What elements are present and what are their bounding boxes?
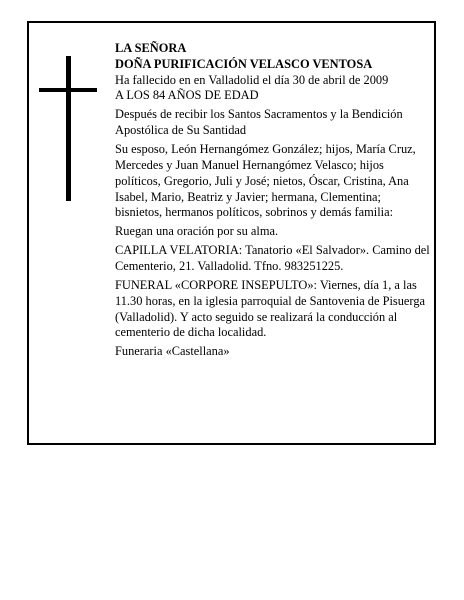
deceased-name: DOÑA PURIFICACIÓN VELASCO VENTOSA [115, 56, 373, 71]
family-list: Su esposo, León Hernangómez González; hijos, María Cruz, Mercedes y Juan Manuel Hernangómez Velasco; hijos políticos, Gregorio, Juli y José; nietos, Óscar, Cristina, Ana Isabel, Mario, Beatriz y Javier; hermana, Clementina; bisnietos, hermanos políticos, sobrinos y demás familia: [115, 142, 416, 220]
death-statement: Ha fallecido en en Valladolid el día 30 de abril de 2009 [115, 72, 389, 87]
funeral-home: Funeraria «Castellana» [115, 344, 230, 359]
cross-horizontal-bar [39, 88, 97, 92]
age-statement: A LOS 84 AÑOS DE EDAD [115, 88, 259, 103]
notice-title: LA SEÑORA [115, 41, 187, 55]
sacraments-statement: Después de recibir los Santos Sacramentos y la Bendición Apostólica de Su Santidad [115, 107, 403, 138]
prayer-request: Ruegan una oración por su alma. [115, 224, 279, 239]
cross-icon [39, 56, 97, 201]
cross-vertical-bar [66, 56, 71, 201]
funeral-info: FUNERAL «CORPORE INSEPULTO»: Viernes, día 1, a las 11.30 horas, en la iglesia parroquial de Santovenia de Pisuerga (Valladolid). Y acto seguido se realizará la conducción al cementerio de dicha localidad. [115, 278, 426, 340]
chapel-info: CAPILLA VELATORIA: Tanatorio «El Salvador». Camino del Cementerio, 21. Valladolid. Tfno. 983251225. [115, 243, 430, 274]
obituary-notice [27, 21, 436, 445]
notice-content [115, 41, 431, 363]
